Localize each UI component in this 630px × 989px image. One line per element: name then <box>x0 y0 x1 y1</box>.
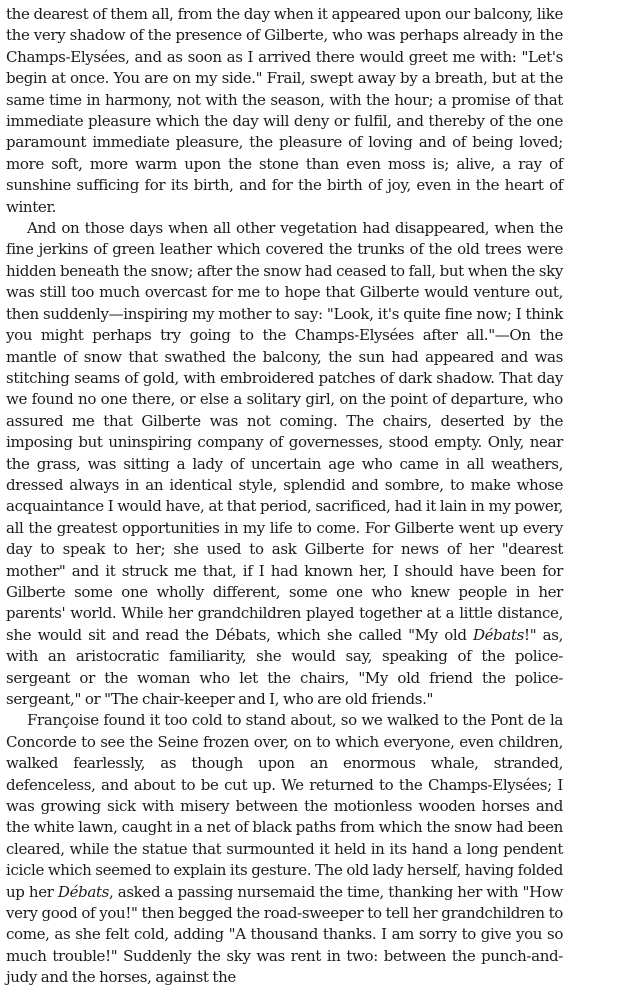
document-page <box>6 4 563 989</box>
debats-title-italic: Débats <box>57 882 109 901</box>
paragraph-1 <box>6 4 563 218</box>
debats-title-italic: Débats <box>472 625 525 644</box>
paragraph-2-text: And on those days when all other vegetation had disappeared, when the fine jerkins of green leather which covered the trunks of the old trees were hidden beneath the snow; after the snow had ceased to fall, but when the sky was still too much overcast for me to hope that Gilberte would venture out, then suddenly—inspiring my mother to say: "Look, it's quite fine now; I think you might perhaps try going to the Champs-Elysées after all."—On the mantle of snow that swathed the balcony, the sun had appeared and was stitching seams of gold, with embroidered patches of dark shadow. That day we found no one there, or else a solitary girl, on the point of departure, who assured me that Gilberte was not coming. The chairs, deserted by the imposing but uninspiring company of governesses, stood empty. Only, near the grass, was sitting a lady of uncertain age who came in all weathers, dressed always in an identical style, splendid and sombre, to make whose acquaintance I would have, at that period, sacrificed, had it lain in my power, all the greatest opportunities in my life to come. For Gilberte went up every day to speak to her; she used to ask Gilberte for news of her "dearest mother" and it struck me that, if I had known her, I should have been for Gilberte some one wholly different, some one who knew people in her parents' world. While her grandchildren played together at a little distance, she would sit and read the Débats, which she called "My old <box>6 219 563 644</box>
paragraph-1-text: the dearest of them all, from the day when it appeared upon our balcony, like the very shadow of the presence of Gilberte, who was perhaps already in the Champs-Elysées, and as soon as I arrived there would greet me with: "Let's begin at once. You are on my side." Frail, swept away by a breath, but at the same time in harmony, not with the season, with the hour; a promise of that immediate pleasure which the day will deny or fulfil, and thereby of the one paramount immediate pleasure, the pleasure of loving and of being loved; more soft, more warm upon the stone than even moss is; alive, a ray of sunshine sufficing for its birth, and for the birth of joy, even in the heart of winter. <box>6 5 563 216</box>
paragraph-2-text-continued: !" as, with an aristocratic familiarity, she would say, speaking of the police-sergeant or the woman who let the chairs, "My old friend the police-sergeant," or "The chair-keeper and I, who are old friends." <box>6 625 563 708</box>
paragraph-3-text: Françoise found it too cold to stand about, so we walked to the Pont de la Concorde to see the Seine frozen over, on to which everyone, even children, walked fearlessly, as though upon an enormous whale, stranded, defenceless, and about to be cut up. We returned to the Champs-Elysées; I was growing sick with misery between the motionless wooden horses and the white lawn, caught in a net of black paths from which the snow had been cleared, while the statue that surmounted it held in its hand a long pendent icicle which seemed to explain its gesture. The old lady herself, having folded up her <box>6 711 563 901</box>
paragraph-3 <box>6 710 563 988</box>
paragraph-3-text-continued: , asked a passing nursemaid the time, thanking her with "How very good of you!" then begged the road-sweeper to tell her grandchildren to come, as she felt cold, adding "A thousand thanks. I am sorry to give you so much trouble!" Suddenly the sky was rent in two: between the punch-and-judy and the horses, against the <box>6 882 563 987</box>
paragraph-2 <box>6 218 563 710</box>
